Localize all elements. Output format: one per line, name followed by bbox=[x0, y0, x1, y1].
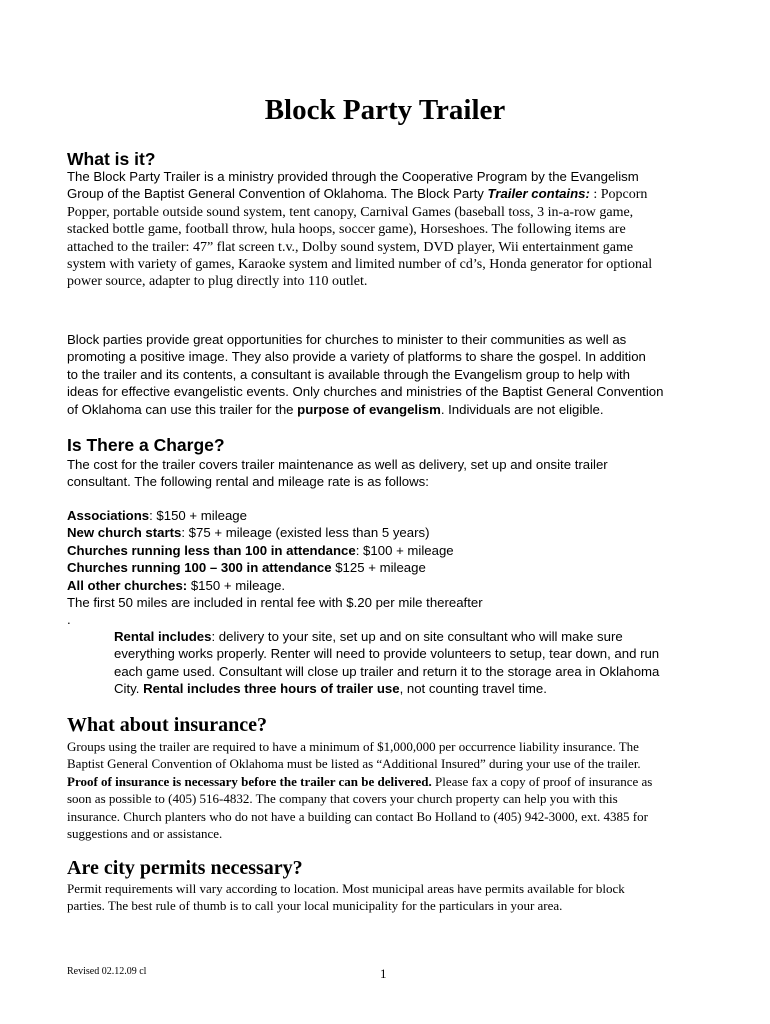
block-parties-paragraph bbox=[67, 331, 707, 418]
insurance-line-2: Baptist General Convention of Oklahoma must be listed as “Additional Insured” during your use of the trailer. bbox=[67, 756, 641, 772]
charge-line-1: The cost for the trailer covers trailer maintenance as well as delivery, set up and onsite trailer bbox=[67, 457, 608, 472]
charge-line-2: consultant. The following rental and mileage rate is as follows: bbox=[67, 474, 429, 490]
insurance-line-4: soon as possible to (405) 516-4832. The company that covers your church property can help you with this bbox=[67, 791, 618, 807]
rental-includes-paragraph bbox=[114, 628, 714, 698]
trailer-contains-label: Trailer contains: bbox=[487, 186, 590, 202]
block-line-4: ideas for effective evangelistic events. Only churches and ministries of the Baptist General Convention bbox=[67, 384, 664, 400]
section-heading-insurance: What about insurance? bbox=[67, 714, 268, 736]
stray-dot: . bbox=[67, 612, 71, 628]
block-line-3: to the trailer and its contents, a consultant is available through the Evangelism group to help with bbox=[67, 366, 630, 382]
block-line-5: of Oklahoma can use this trailer for the purpose of evangelism. Individuals are not eligible. bbox=[67, 401, 604, 417]
what-line-6: system with variety of games, Karaoke system and limited number of cd’s, Honda generator for optional bbox=[67, 257, 653, 273]
what-line-7: power source, adapter to plug directly into 110 outlet. bbox=[67, 274, 368, 290]
rental-includes-label: Rental includes bbox=[114, 629, 212, 644]
rate-under-100: Churches running less than 100 in attendance: $100 + mileage bbox=[67, 542, 454, 558]
what-line-1: The Block Party Trailer is a ministry provided through the Cooperative Program by the Evangelism bbox=[67, 169, 639, 184]
insurance-line-6: suggestions and or assistance. bbox=[67, 826, 223, 842]
what-is-it-paragraph bbox=[67, 168, 707, 291]
block-line-2: promoting a positive image. They also provide a variety of platforms to share the gospel. In addition bbox=[67, 349, 646, 365]
rental-line-1: Rental includes: delivery to your site, set up and on site consultant who will make sure bbox=[114, 629, 623, 644]
section-heading-permits: Are city permits necessary? bbox=[67, 857, 303, 879]
proof-of-insurance-note: Proof of insurance is necessary before the trailer can be delivered. bbox=[67, 773, 432, 789]
rate-100-300: Churches running 100 – 300 in attendance $125 + mileage bbox=[67, 560, 426, 576]
insurance-line-5: insurance. Church planters who do not have a building can contact Bo Holland to (405) 942-3000, ext. 4385 for bbox=[67, 808, 648, 824]
page-number: 1 bbox=[380, 966, 387, 981]
insurance-line-3: Proof of insurance is necessary before the trailer can be delivered. Please fax a copy of proof of insurance as bbox=[67, 773, 653, 789]
section-heading-what-is-it: What is it? bbox=[67, 149, 156, 169]
rental-line-3: each game used. Consultant will close up trailer and return it to the storage area in Oklahoma bbox=[114, 663, 660, 679]
section-heading-charge: Is There a Charge? bbox=[67, 435, 225, 455]
rate-new-church-starts: New church starts: $75 + mileage (existed less than 5 years) bbox=[67, 525, 430, 541]
purpose-of-evangelism: purpose of evangelism bbox=[297, 401, 441, 417]
rate-associations: Associations: $150 + mileage bbox=[67, 508, 247, 523]
permits-line-2: parties. The best rule of thumb is to call your local municipality for the particulars in your area. bbox=[67, 898, 563, 914]
what-line-5: attached to the trailer: 47” flat screen t.v., Dolby sound system, DVD player, Wii entertainment game bbox=[67, 239, 634, 255]
permits-line-1: Permit requirements will vary according to location. Most municipal areas have permits available for block bbox=[67, 881, 625, 896]
insurance-paragraph bbox=[67, 738, 707, 842]
revision-note: Revised 02.12.09 cl bbox=[67, 966, 147, 977]
charge-intro bbox=[67, 456, 707, 491]
what-line-2: Group of the Baptist General Convention of Oklahoma. The Block Party Trailer contains: : Popcorn bbox=[67, 186, 648, 203]
block-line-1: Block parties provide great opportunities for churches to minister to their communities as well as bbox=[67, 332, 627, 347]
page-title: Block Party Trailer bbox=[264, 94, 506, 126]
what-line-3: Popper, portable outside sound system, tent canopy, Carnival Games (baseball toss, 3 in-a-row game, bbox=[67, 204, 634, 220]
rental-line-4: City. Rental includes three hours of trailer use, not counting travel time. bbox=[114, 681, 547, 697]
permits-paragraph bbox=[67, 880, 707, 915]
what-line-4: stacked bottle game, football throw, hula hoops, soccer game), Horseshoes. The following items are bbox=[67, 222, 626, 238]
rental-line-2: everything works properly. Renter will need to provide volunteers to setup, tear down, and run bbox=[114, 646, 660, 662]
rate-list bbox=[67, 507, 707, 629]
rate-all-other: All other churches: $150 + mileage. bbox=[67, 577, 286, 593]
insurance-line-1: Groups using the trailer are required to have a minimum of $1,000,000 per occurrence liability insurance. The bbox=[67, 739, 639, 754]
mileage-note: The first 50 miles are included in rental fee with $.20 per mile thereafter bbox=[67, 595, 483, 611]
